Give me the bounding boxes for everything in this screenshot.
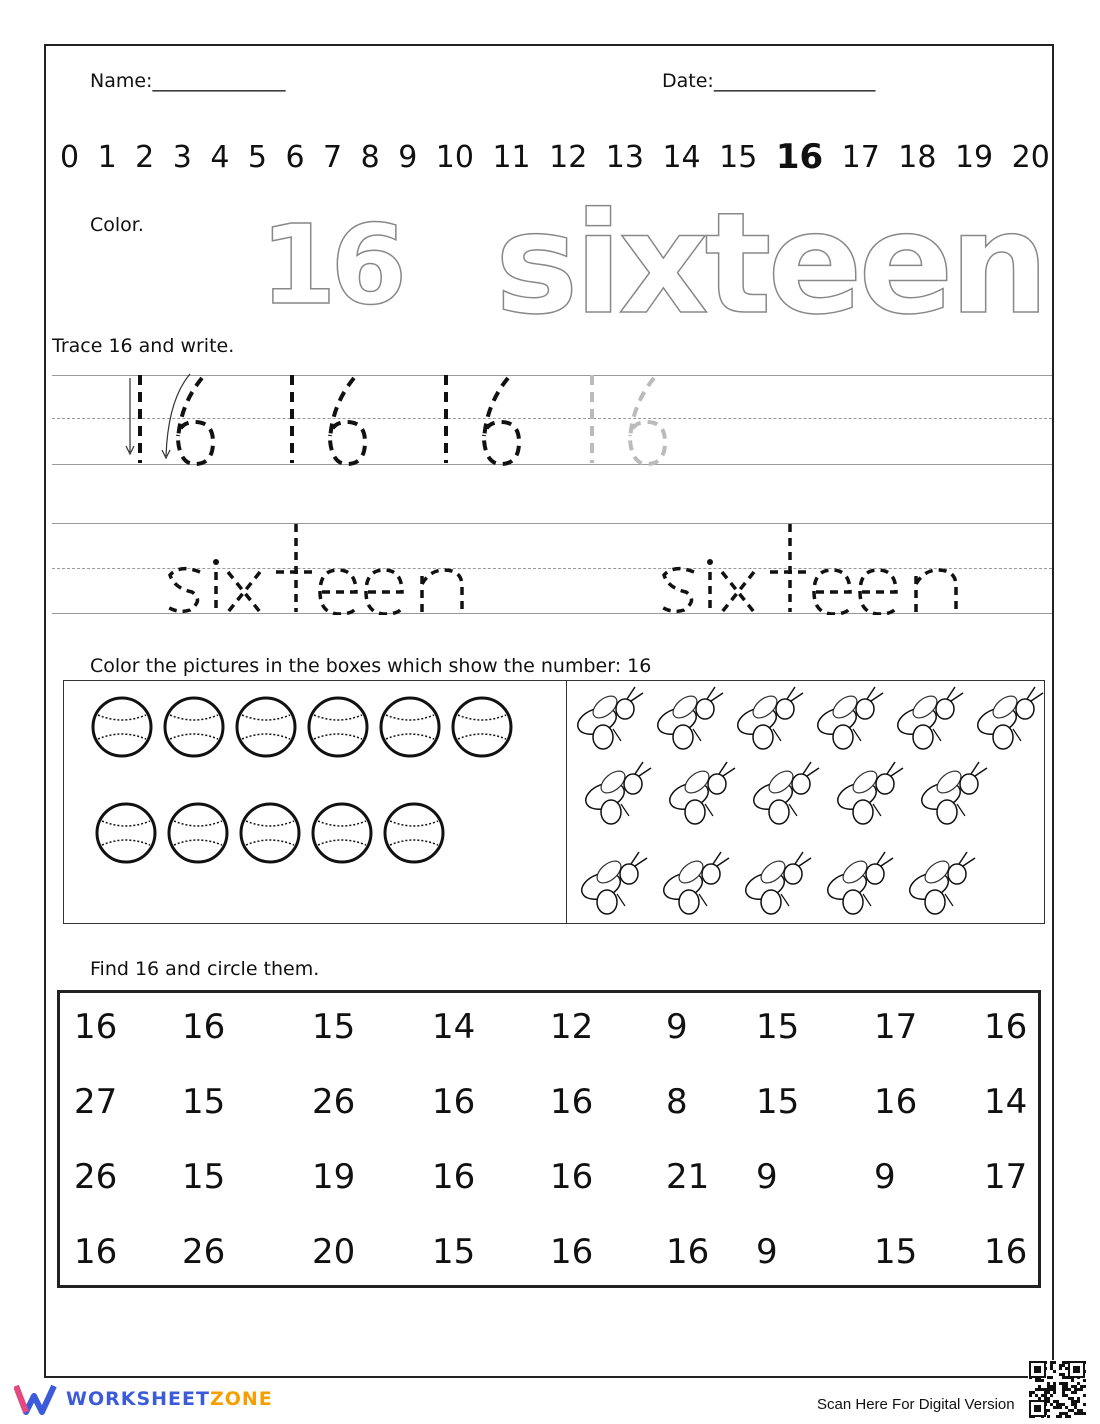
grid-number[interactable]: 16 (74, 1232, 118, 1272)
bee-icon (750, 762, 819, 824)
brand-worksheet: WORKSHEET (66, 1388, 210, 1410)
grid-number[interactable]: 9 (756, 1232, 778, 1272)
baseball-icon (241, 804, 299, 862)
number-line-item: 10 (435, 139, 474, 175)
number-line-item: 16 (775, 137, 824, 177)
grid-number[interactable]: 15 (182, 1157, 226, 1197)
baseball-icon (97, 804, 155, 862)
picture-boxes (63, 680, 1045, 924)
grid-number[interactable]: 16 (432, 1082, 476, 1122)
grid-number[interactable]: 16 (74, 1007, 118, 1047)
bee-icon (582, 762, 651, 824)
bee-icon (654, 687, 723, 749)
grid-number[interactable]: 15 (182, 1082, 226, 1122)
grid-row (60, 993, 1038, 1068)
baseball-icon (453, 698, 511, 756)
grid-number[interactable]: 26 (312, 1082, 356, 1122)
trace-numerals (120, 370, 680, 470)
bee-icon (974, 687, 1043, 749)
grid-number[interactable]: 9 (666, 1007, 688, 1047)
date-label: Date:_________________ (662, 70, 876, 92)
baseball-icon (313, 804, 371, 862)
bee-icon (814, 687, 883, 749)
bee-icon (742, 852, 811, 914)
number-line-item: 6 (285, 139, 305, 175)
number-line-item: 1 (97, 139, 117, 175)
baseball-icon (381, 698, 439, 756)
grid-number[interactable]: 9 (874, 1157, 896, 1197)
trace-words (160, 520, 980, 615)
bee-icon (734, 687, 803, 749)
grid-row (60, 1218, 1038, 1293)
number-line-item: 8 (360, 139, 380, 175)
grid-number[interactable]: 16 (432, 1157, 476, 1197)
bee-icon (918, 762, 987, 824)
grid-row (60, 1143, 1038, 1218)
trace-instruction: Trace 16 and write. (52, 335, 235, 357)
number-line-item: 5 (247, 139, 267, 175)
bee-box[interactable] (567, 681, 1045, 923)
find-instruction: Find 16 and circle them. (90, 958, 320, 980)
grid-number[interactable]: 15 (756, 1082, 800, 1122)
number-line-item: 19 (954, 139, 994, 175)
baseball-box[interactable] (64, 681, 566, 923)
bee-icon (666, 762, 735, 824)
number-line-item: 9 (398, 139, 418, 175)
grid-row (60, 1068, 1038, 1143)
grid-number[interactable]: 14 (984, 1082, 1028, 1122)
number-line (60, 137, 1050, 177)
bee-icon (574, 687, 643, 749)
number-grid (57, 990, 1041, 1288)
grid-number[interactable]: 26 (182, 1232, 226, 1272)
grid-number[interactable]: 26 (74, 1157, 118, 1197)
grid-number[interactable]: 16 (182, 1007, 226, 1047)
grid-number[interactable]: 19 (312, 1157, 356, 1197)
bee-icon (660, 852, 729, 914)
baseball-icon (169, 804, 227, 862)
qr-code-icon[interactable] (1028, 1360, 1086, 1418)
grid-number[interactable]: 21 (666, 1157, 710, 1197)
grid-number[interactable]: 17 (984, 1157, 1028, 1197)
grid-number[interactable]: 14 (432, 1007, 476, 1047)
number-line-item: 3 (172, 139, 192, 175)
number-line-item: 20 (1011, 139, 1050, 175)
grid-number[interactable]: 9 (756, 1157, 778, 1197)
number-line-item: 0 (60, 139, 80, 175)
grid-number[interactable]: 15 (432, 1232, 476, 1272)
number-line-item: 14 (662, 139, 701, 175)
number-line-item: 7 (323, 139, 343, 175)
bee-icon (578, 852, 647, 914)
baseball-icon (165, 698, 223, 756)
outline-numeral: 16 (260, 201, 402, 329)
footer-logo (14, 1382, 273, 1416)
brand-zone: ZONE (209, 1388, 273, 1410)
picture-instruction: Color the pictures in the boxes which show the number: 16 (90, 655, 652, 677)
outline-word: sixteen (495, 183, 1046, 346)
grid-number[interactable]: 16 (666, 1232, 710, 1272)
number-line-item: 18 (898, 139, 937, 175)
worksheetzone-logo-icon (14, 1382, 58, 1416)
grid-number[interactable]: 16 (874, 1082, 918, 1122)
grid-number[interactable]: 16 (550, 1157, 594, 1197)
number-line-item: 2 (135, 139, 155, 175)
grid-number[interactable]: 17 (874, 1007, 918, 1047)
baseball-icon (237, 698, 295, 756)
grid-number[interactable]: 12 (550, 1007, 594, 1047)
grid-number[interactable]: 16 (984, 1232, 1028, 1272)
grid-number[interactable]: 8 (666, 1082, 688, 1122)
name-label: Name:______________ (90, 70, 286, 92)
grid-number[interactable]: 16 (550, 1232, 594, 1272)
grid-number[interactable]: 16 (550, 1082, 594, 1122)
grid-number[interactable]: 15 (874, 1232, 918, 1272)
number-line-item: 12 (549, 139, 588, 175)
grid-number[interactable]: 16 (984, 1007, 1028, 1047)
grid-number[interactable]: 27 (74, 1082, 118, 1122)
number-line-item: 11 (492, 139, 531, 175)
bee-icon (906, 852, 975, 914)
bee-icon (824, 852, 893, 914)
number-line-item: 17 (841, 139, 880, 175)
grid-number[interactable]: 15 (312, 1007, 356, 1047)
number-line-item: 15 (719, 139, 758, 175)
grid-number[interactable]: 15 (756, 1007, 800, 1047)
color-instruction: Color. (90, 214, 144, 236)
baseball-icon (93, 698, 151, 756)
baseball-icon (385, 804, 443, 862)
grid-number[interactable]: 20 (312, 1232, 356, 1272)
number-line-item: 4 (210, 139, 230, 175)
bee-icon (834, 762, 903, 824)
number-line-item: 13 (605, 139, 644, 175)
scan-text: Scan Here For Digital Version (817, 1396, 1015, 1413)
baseball-icon (309, 698, 367, 756)
bee-icon (894, 687, 963, 749)
